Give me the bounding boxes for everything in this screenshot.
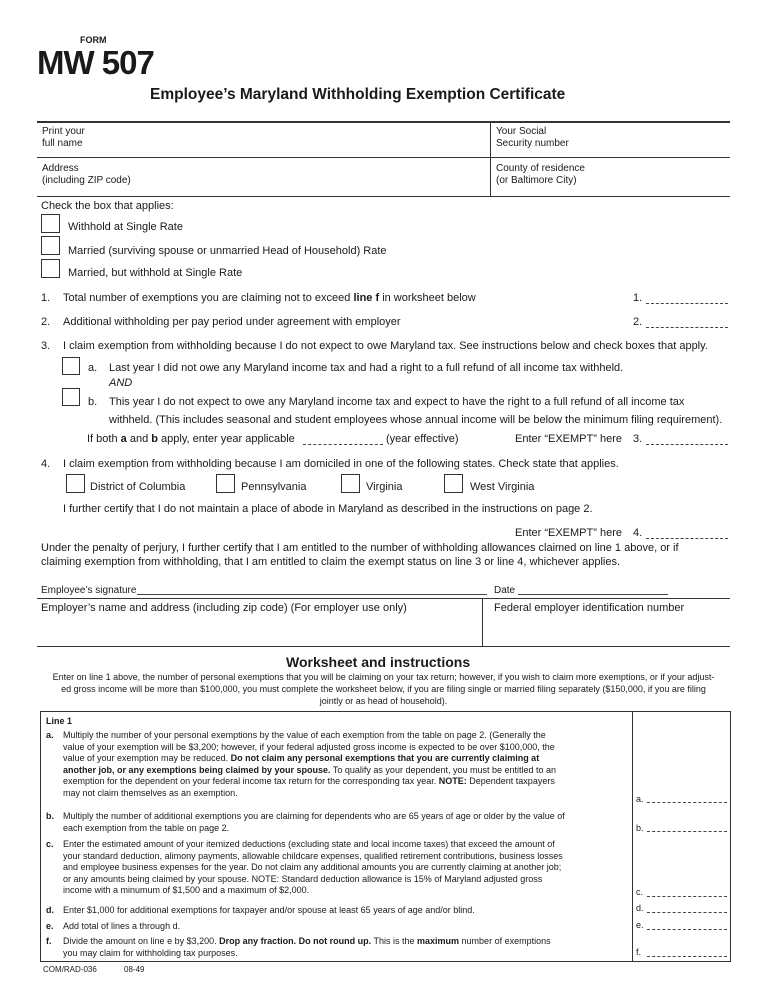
divider bbox=[37, 646, 730, 647]
perjury-statement: Under the penalty of perjury, I further certify that I am entitled to the number of withholding allowances claimed on line 1 above, or if claiming exemption from withholding, that I am entitled to claim the exempt status on line 3 or line 4, whichever applies. bbox=[41, 542, 679, 568]
line-4-input[interactable] bbox=[646, 538, 728, 539]
line-3-text: I claim exemption from withholding because I do not expect to owe Maryland tax. See instructions below and check boxes that apply. bbox=[63, 340, 708, 352]
line-3-input[interactable] bbox=[646, 444, 728, 445]
form-code: COM/RAD-036 bbox=[43, 965, 97, 974]
item-a-right: a. bbox=[636, 794, 644, 804]
divider bbox=[37, 157, 730, 158]
married-rate-label: Married (surviving spouse or unmarried Head of Household) Rate bbox=[68, 245, 387, 257]
item-d-letter: d. bbox=[46, 905, 54, 915]
item-f-letter: f. bbox=[46, 936, 52, 946]
line-2-input[interactable] bbox=[646, 327, 728, 328]
line-3b-text-1: This year I do not expect to owe any Maryland income tax and expect to have the right to a full refund of all income tax bbox=[109, 396, 685, 408]
item-c-right: c. bbox=[636, 887, 644, 897]
signature-label: Employee’s signature bbox=[41, 585, 137, 596]
employer-field[interactable] bbox=[41, 616, 477, 644]
item-b-text: Multiply the number of additional exemptions you are claiming for dependents who are 65 years of age or older by the value of each exemption from the table on page 2. bbox=[63, 811, 565, 833]
line-3a-text: Last year I did not owe any Maryland income tax and had a right to a full refund of all income tax withheld. bbox=[109, 362, 624, 374]
fein-label: Federal employer identification number bbox=[494, 602, 685, 614]
ssn-field[interactable] bbox=[580, 124, 725, 154]
item-f-input[interactable] bbox=[647, 956, 727, 957]
line-4-right-num: 4. bbox=[633, 527, 643, 539]
address-field[interactable] bbox=[140, 160, 485, 192]
date-label: Date bbox=[494, 585, 516, 596]
item-e-input[interactable] bbox=[647, 929, 727, 930]
line-2-text: Additional withholding per pay period under agreement with employer bbox=[63, 316, 401, 328]
full-name-label: Print your full name bbox=[42, 126, 85, 149]
single-rate-label: Withhold at Single Rate bbox=[68, 221, 183, 233]
line-3b-text-2: withheld. (This includes seasonal and student employees whose annual income will be below the minimum filing requirement). bbox=[109, 414, 723, 426]
virginia-checkbox[interactable] bbox=[341, 474, 360, 493]
line-3: 3. bbox=[41, 340, 51, 352]
virginia-label: Virginia bbox=[366, 481, 403, 493]
line-3-exempt-label: Enter “EXEMPT” here bbox=[515, 433, 622, 445]
item-c-text: Enter the estimated amount of your itemized deductions (excluding state and local income taxes) that exceed the amount of your standard deduction, alimony payments, allowable childcare expenses, qualified retirement contributions, business losses and employee business expenses for the year. Do not claim any additional amounts you are currently claiming at another job; or any amounts being claimed by your spouse. NOTE: Standard deduction allowance is 15% of Maryland adjusted gross income with a minumum of $1,500 and a maximum of $2,000. bbox=[63, 839, 563, 896]
line-1-text: Total number of exemptions you are claiming not to exceed line f in worksheet below bbox=[63, 292, 476, 304]
line-1-input[interactable] bbox=[646, 303, 728, 304]
full-name-field[interactable] bbox=[120, 124, 485, 154]
and-label: AND bbox=[109, 377, 133, 389]
ssn-label: Your Social Security number bbox=[496, 126, 569, 149]
item-d-text: Enter $1,000 for additional exemptions for taxpayer and/or spouse at least 65 years of age and/or blind. bbox=[63, 905, 475, 915]
item-a-letter: a. bbox=[46, 730, 54, 740]
line-4: 4. bbox=[41, 458, 51, 470]
divider bbox=[482, 598, 483, 646]
item-e-text: Add total of lines a through d. bbox=[63, 921, 181, 931]
married-single-rate-label: Married, but withhold at Single Rate bbox=[68, 267, 243, 279]
line-4-text: I claim exemption from withholding because I am domiciled in one of the following states. Check state that applies. bbox=[63, 458, 619, 470]
item-e-letter: e. bbox=[46, 921, 54, 931]
west-virginia-label: West Virginia bbox=[470, 481, 535, 493]
item-b-right: b. bbox=[636, 823, 644, 833]
item-d-right: d. bbox=[636, 903, 644, 913]
single-rate-checkbox[interactable] bbox=[41, 214, 60, 233]
line-4-exempt-label: Enter “EXEMPT” here bbox=[515, 527, 622, 539]
line-2: 2. bbox=[41, 316, 51, 328]
dc-checkbox[interactable] bbox=[66, 474, 85, 493]
divider bbox=[37, 598, 730, 599]
line-1-right-num: 1. bbox=[633, 292, 643, 304]
divider bbox=[490, 122, 491, 196]
item-b-letter: b. bbox=[46, 811, 54, 821]
item-e-right: e. bbox=[636, 920, 644, 930]
item-a-input[interactable] bbox=[647, 802, 727, 803]
line-2-right-num: 2. bbox=[633, 316, 643, 328]
item-b-input[interactable] bbox=[647, 831, 727, 832]
fein-field[interactable] bbox=[494, 616, 726, 644]
divider bbox=[37, 121, 730, 123]
item-d-input[interactable] bbox=[647, 912, 727, 913]
year-applicable-input[interactable] bbox=[303, 444, 383, 445]
line-3b-letter: b. bbox=[88, 396, 98, 408]
west-virginia-checkbox[interactable] bbox=[444, 474, 463, 493]
married-rate-checkbox[interactable] bbox=[41, 236, 60, 255]
county-label: County of residence (or Baltimore City) bbox=[496, 163, 585, 186]
line-3-both-text: If both a and b apply, enter year applicable bbox=[87, 433, 295, 445]
pennsylvania-label: Pennsylvania bbox=[241, 481, 307, 493]
item-f-right: f. bbox=[636, 947, 642, 957]
item-c-letter: c. bbox=[46, 839, 54, 849]
employer-label: Employer’s name and address (including zip code) (For employer use only) bbox=[41, 602, 407, 614]
line-1: 1. bbox=[41, 292, 51, 304]
worksheet-line-heading: Line 1 bbox=[46, 716, 73, 726]
item-c-input[interactable] bbox=[647, 896, 727, 897]
dc-label: District of Columbia bbox=[90, 481, 186, 493]
status-heading: Check the box that applies: bbox=[41, 200, 174, 212]
line-3-right-num: 3. bbox=[633, 433, 643, 445]
line-3a-checkbox[interactable] bbox=[62, 357, 80, 375]
divider bbox=[632, 711, 633, 961]
page-title: Employee’s Maryland Withholding Exemption Certificate bbox=[150, 86, 566, 103]
address-label: Address (including ZIP code) bbox=[42, 163, 131, 186]
line-3a-letter: a. bbox=[88, 362, 98, 374]
year-effective-label: (year effective) bbox=[386, 433, 459, 445]
form-label: FORM bbox=[80, 35, 107, 45]
form-revision: 08-49 bbox=[124, 965, 145, 974]
signature-input[interactable] bbox=[137, 594, 487, 595]
item-a-text: Multiply the number of your personal exemptions by the value of each exemption from the table on page 2. (Generally the value of your exemption will be $3,200; however, if your federal adjusted gross income is expected to be over $100,000, the value of your exemption may be reduced. Do not claim any personal exemptions that you are currently claiming at another job, or any exemptions being claimed by your spouse. To qualify as your dependent, you must be entitled to an exemption for the dependent on your federal income tax return for the corresponding tax year. NOTE: Dependent taxpayers may not claim themselves as an exemption. bbox=[63, 730, 557, 798]
date-input[interactable] bbox=[518, 594, 668, 595]
line-4-certify: I further certify that I do not maintain a place of abode in Maryland as described in the instructions on page 2. bbox=[63, 503, 593, 515]
divider bbox=[37, 196, 730, 197]
pennsylvania-checkbox[interactable] bbox=[216, 474, 235, 493]
item-f-text: Divide the amount on line e by $3,200. Drop any fraction. Do not round up. This is the maximum number of exemptions you may claim for withholding tax purposes. bbox=[63, 936, 551, 958]
line-3b-checkbox[interactable] bbox=[62, 388, 80, 406]
married-single-rate-checkbox[interactable] bbox=[41, 259, 60, 278]
county-field[interactable] bbox=[600, 160, 725, 192]
worksheet-title: Worksheet and instructions bbox=[286, 654, 471, 670]
form-number: MW 507 bbox=[37, 44, 154, 81]
worksheet-intro: Enter on line 1 above, the number of personal exemptions that you will be claiming on your tax return; however, if you wish to claim more exemptions, or if your adjust- ed gross income will be more than $100,000, you must complete the worksheet below, if you are filing single or married filing separately ($150,000, if you are filing jointly or as head of household). bbox=[52, 672, 715, 706]
